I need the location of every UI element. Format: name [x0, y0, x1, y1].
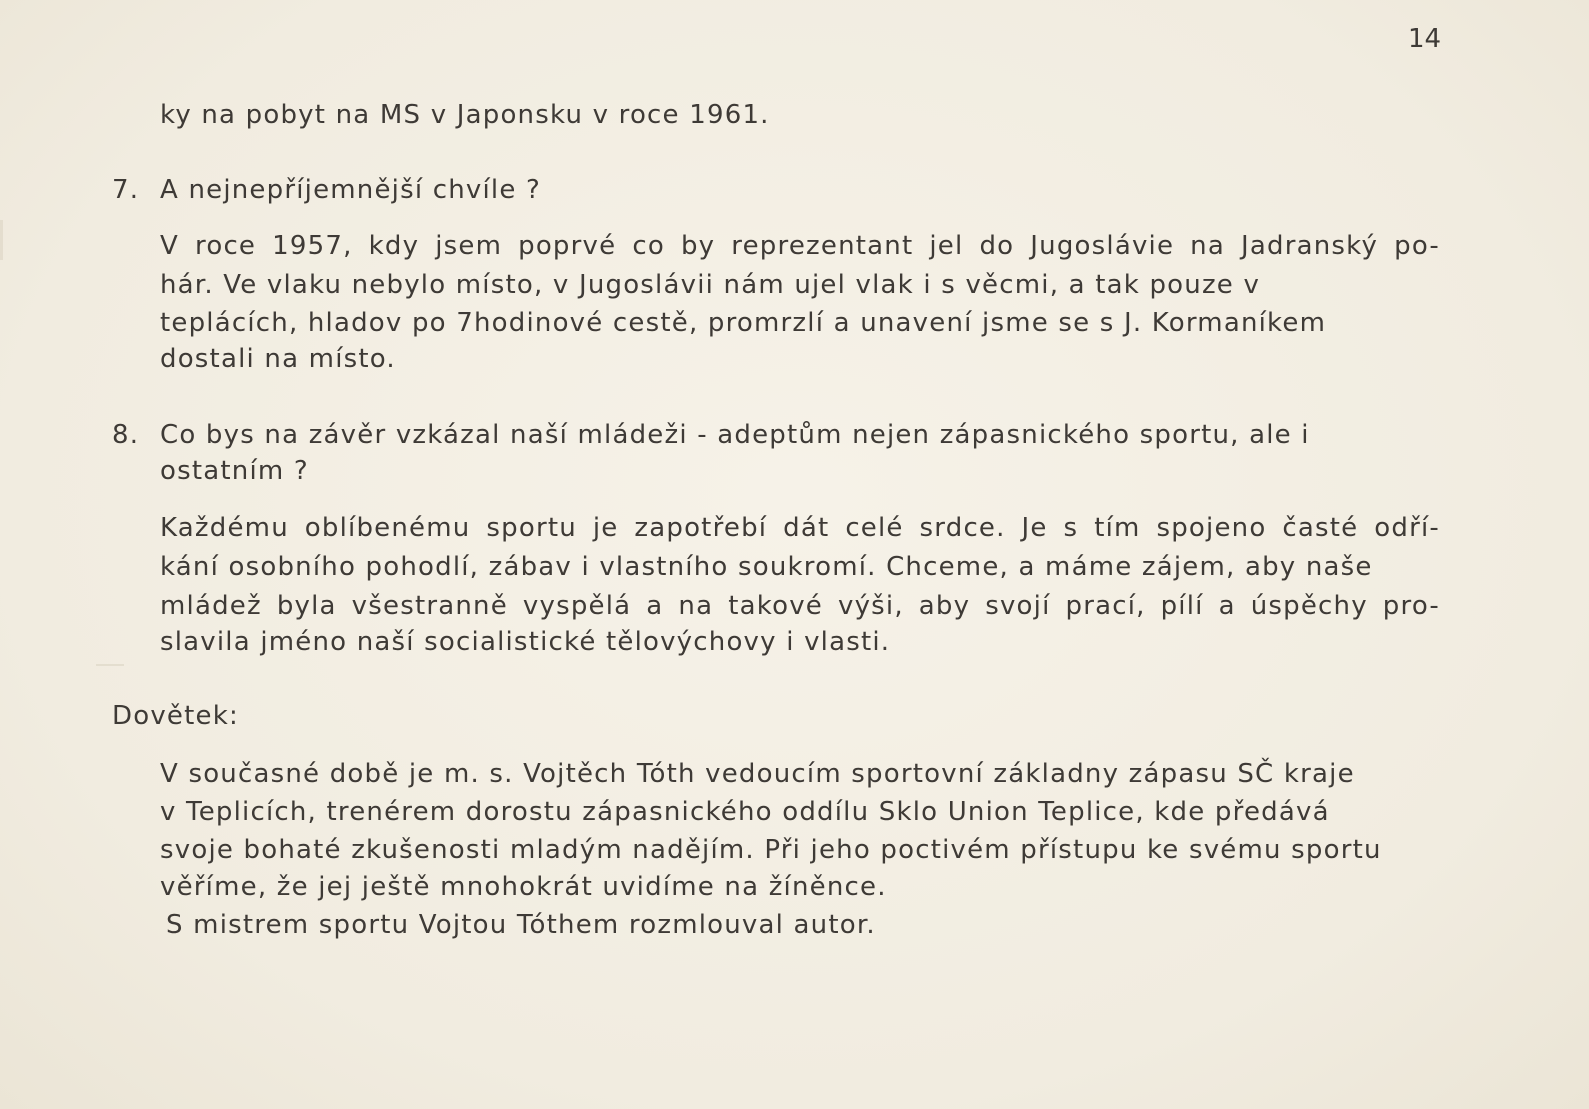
question-8-line: ostatním ? — [160, 456, 309, 486]
answer-7-line: V roce 1957, kdy jsem poprvé co by reprezentant jel do Jugoslávie na Jadranský po- — [160, 231, 1440, 261]
addendum-line: v Teplicích, trenérem dorostu zápasnického oddílu Sklo Union Teplice, kde předává — [160, 797, 1330, 827]
question-8-line: Co bys na závěr vzkázal naší mládeži - adeptům nejen zápasnického sportu, ale i — [160, 420, 1310, 450]
addendum-line: svoje bohaté zkušenosti mladým nadějím. Při jeho poctivém přístupu ke svému sportu — [160, 835, 1382, 865]
answer-8-line: mládež byla všestranně vyspělá a na takové výši, aby svojí prací, pílí a úspěchy pro- — [160, 591, 1440, 621]
answer-8-line: slavila jméno naší socialistické tělovýchovy i vlasti. — [160, 627, 891, 657]
addendum-line: věříme, že jej ještě mnohokrát uvidíme na žíněnce. — [160, 872, 887, 902]
answer-7-line: hár. Ve vlaku nebylo místo, v Jugoslávii nám ujel vlak i s věcmi, a tak pouze v — [160, 270, 1261, 300]
page-number: 14 — [1408, 24, 1442, 54]
addendum-signature: S mistrem sportu Vojtou Tóthem rozmlouval autor. — [166, 910, 876, 940]
paper-dash-mark — [96, 664, 124, 666]
addendum-heading: Dovětek: — [112, 701, 239, 731]
paper-edge-mark — [0, 220, 3, 260]
answer-8-line: Každému oblíbenému sportu je zapotřebí dát celé srdce. Je s tím spojeno časté odří- — [160, 513, 1440, 543]
question-8-number: 8. — [112, 420, 140, 450]
answer-7-line: teplácích, hladov po 7hodinové cestě, promrzlí a unavení jsme se s J. Kormaníkem — [160, 308, 1327, 338]
answer-7-line: dostali na místo. — [160, 344, 396, 374]
question-7-text: A nejnepříjemnější chvíle ? — [160, 175, 541, 205]
answer-8-line: kání osobního pohodlí, zábav i vlastního soukromí. Chceme, a máme zájem, aby naše — [160, 552, 1373, 582]
intro-line: ky na pobyt na MS v Japonsku v roce 1961. — [160, 100, 770, 130]
addendum-line: V současné době je m. s. Vojtěch Tóth vedoucím sportovní základny zápasu SČ kraje — [160, 759, 1355, 789]
question-7-number: 7. — [112, 175, 140, 205]
